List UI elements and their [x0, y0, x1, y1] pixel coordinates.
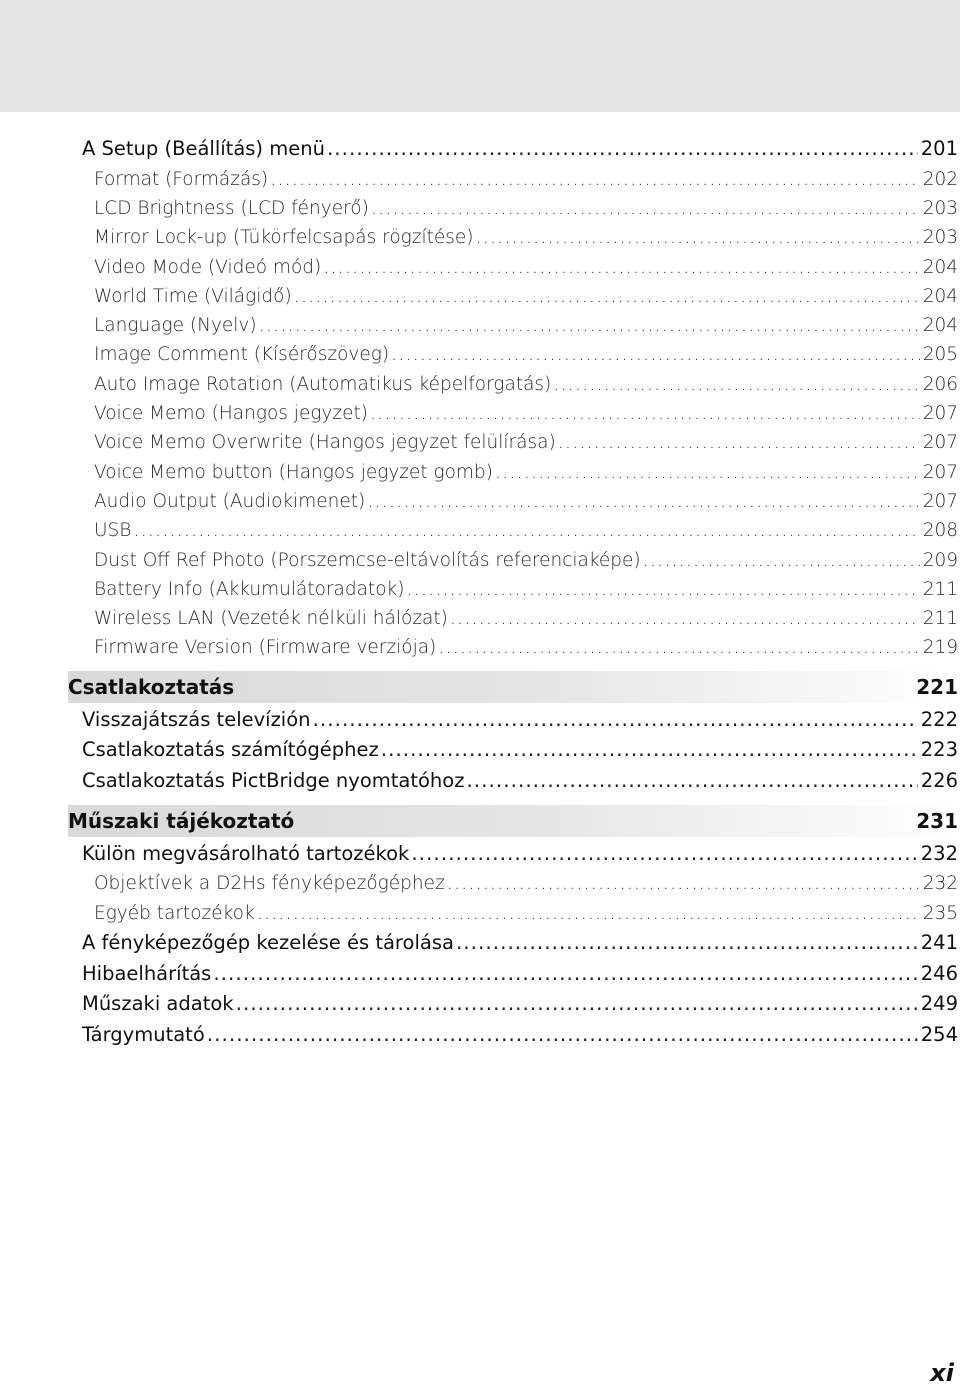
dot-leader	[447, 871, 920, 894]
dot-leader	[466, 768, 917, 792]
toc-entry-label: Audio Output (Audiokimenet)	[94, 490, 366, 512]
dot-leader	[381, 737, 918, 761]
toc-entry-label: Voice Memo button (Hangos jegyzet gomb)	[94, 461, 493, 483]
toc-entry[interactable]	[68, 991, 960, 1022]
dot-leader	[294, 284, 920, 307]
toc-entry-page: 211	[922, 608, 958, 630]
toc-entry-page: 246	[920, 961, 958, 985]
toc-entry-label: Visszajátszás televízión	[82, 707, 311, 731]
table-of-contents	[68, 136, 960, 1053]
dot-leader	[367, 489, 919, 512]
toc-entry-page: 203	[922, 227, 958, 249]
dot-leader	[495, 460, 920, 483]
toc-entry-page: 209	[922, 549, 958, 571]
toc-entry-page: 226	[920, 769, 958, 793]
toc-entry[interactable]	[68, 707, 960, 738]
toc-entry-page: 203	[922, 197, 958, 219]
toc-entry[interactable]	[68, 460, 960, 489]
toc-entry-page: 232	[922, 873, 958, 895]
toc-entry[interactable]	[68, 737, 960, 768]
dot-leader	[313, 707, 918, 731]
toc-entry[interactable]	[68, 768, 960, 799]
toc-entry-page: 206	[922, 373, 958, 395]
toc-entry[interactable]	[68, 284, 960, 313]
toc-entry[interactable]	[68, 401, 960, 430]
toc-entry-label: Battery Info (Akkumulátoradatok)	[94, 578, 405, 600]
toc-entry[interactable]	[68, 901, 960, 930]
toc-entry[interactable]	[68, 196, 960, 225]
toc-entry[interactable]	[68, 871, 960, 900]
dot-leader	[257, 901, 920, 924]
toc-entry-label: USB	[94, 520, 132, 542]
toc-entry-page: 201	[920, 137, 958, 160]
toc-entry[interactable]	[68, 225, 960, 254]
toc-entry[interactable]	[68, 635, 960, 664]
toc-entry-page: 208	[922, 520, 958, 542]
toc-entry-page: 249	[920, 992, 958, 1016]
toc-entry[interactable]	[68, 1022, 960, 1053]
toc-entry-label: Műszaki adatok	[82, 992, 234, 1016]
toc-entry-page: 207	[922, 403, 958, 425]
dot-leader	[213, 961, 917, 985]
toc-entry[interactable]	[68, 255, 960, 284]
dot-leader	[438, 635, 919, 658]
toc-entry-setup-menu[interactable]	[68, 136, 960, 167]
toc-entry[interactable]	[68, 577, 960, 606]
toc-entry-label: Egyéb tartozékok	[94, 902, 255, 924]
toc-entry-label: Voice Memo Overwrite (Hangos jegyzet felülírása)	[94, 432, 556, 454]
toc-entry[interactable]	[68, 518, 960, 547]
toc-entry-label: Csatlakoztatás számítógéphez	[82, 738, 379, 762]
toc-entry-page: 207	[922, 490, 958, 512]
toc-entry[interactable]	[68, 489, 960, 518]
toc-entry[interactable]	[68, 372, 960, 401]
section-title: Csatlakoztatás	[68, 674, 235, 699]
toc-entry-page: 205	[922, 344, 958, 366]
toc-entry-label: Image Comment (Kísérőszöveg)	[94, 344, 390, 366]
toc-entry[interactable]	[68, 841, 960, 872]
toc-entry[interactable]	[68, 430, 960, 459]
toc-entry-page: 223	[920, 738, 958, 762]
dot-leader	[411, 841, 917, 865]
toc-entry[interactable]	[68, 961, 960, 992]
toc-entry-page: 254	[920, 1023, 958, 1047]
toc-entry[interactable]	[68, 342, 960, 371]
toc-entry-page: 219	[922, 637, 958, 659]
dot-leader	[327, 136, 918, 160]
toc-entry-page: 207	[922, 461, 958, 483]
toc-entry-label: A fényképezőgép kezelése és tárolása	[82, 931, 454, 955]
toc-entry[interactable]	[68, 930, 960, 961]
toc-entry[interactable]	[68, 167, 960, 196]
page-number: xi	[930, 1359, 954, 1387]
toc-entry-label: Mirror Lock-up (Tükörfelcsapás rögzítése)	[94, 227, 474, 249]
dot-leader	[370, 401, 920, 424]
toc-entry[interactable]	[68, 548, 960, 577]
dot-leader	[323, 255, 919, 278]
toc-entry-page: 232	[920, 841, 958, 865]
dot-leader	[371, 196, 920, 219]
toc-entry-page: 204	[922, 256, 958, 278]
setup-items-list	[68, 167, 960, 665]
dot-leader	[391, 342, 920, 365]
dot-leader	[450, 606, 920, 629]
toc-entry-page: 235	[922, 902, 958, 924]
dot-leader	[406, 577, 919, 600]
toc-entry-label: Firmware Version (Firmware verziója)	[94, 637, 437, 659]
section-page: 231	[916, 808, 958, 833]
toc-entry[interactable]	[68, 313, 960, 342]
toc-entry-page: 222	[920, 707, 958, 731]
dot-leader	[236, 991, 918, 1015]
toc-entry-label: Format (Formázás)	[94, 168, 269, 190]
dot-leader	[133, 518, 919, 541]
section-page: 221	[916, 674, 958, 699]
section-header-tech-info[interactable]	[68, 805, 960, 837]
toc-entry-page: 241	[920, 931, 958, 955]
dot-leader	[558, 430, 920, 453]
toc-entry-label: Voice Memo (Hangos jegyzet)	[94, 403, 368, 425]
dot-leader	[259, 313, 920, 336]
dot-leader	[643, 548, 920, 571]
section-header-connect[interactable]	[68, 671, 960, 703]
toc-entry-page: 211	[922, 578, 958, 600]
toc-entry-label: Video Mode (Videó mód)	[94, 256, 322, 278]
toc-entry-label: Tárgymutató	[82, 1023, 205, 1047]
toc-entry-label: Hibaelhárítás	[82, 961, 212, 985]
toc-entry-page: 204	[922, 285, 958, 307]
dot-leader	[456, 930, 918, 954]
toc-entry-label: Wireless LAN (Vezeték nélküli hálózat)	[94, 608, 448, 630]
toc-entry-label: Auto Image Rotation (Automatikus képelforgatás)	[94, 373, 552, 395]
dot-leader	[553, 372, 919, 395]
dot-leader	[475, 225, 919, 248]
toc-entry-label: A Setup (Beállítás) menü	[82, 137, 325, 160]
toc-entry-label: Language (Nyelv)	[94, 315, 257, 337]
toc-entry-page: 207	[922, 432, 958, 454]
toc-entry-page: 204	[922, 315, 958, 337]
toc-entry-label: Objektívek a D2Hs fényképezőgéphez	[94, 873, 445, 895]
toc-entry-page: 202	[922, 168, 958, 190]
toc-entry-label: World Time (Világidő)	[94, 285, 292, 307]
dot-leader	[207, 1022, 918, 1046]
toc-entry-label: LCD Brightness (LCD fényerő)	[94, 197, 369, 219]
section-title: Műszaki tájékoztató	[68, 808, 295, 833]
toc-entry-label: Dust Off Ref Photo (Porszemcse-eltávolítás referenciaképe)	[94, 549, 641, 571]
toc-entry-label: Csatlakoztatás PictBridge nyomtatóhoz	[82, 769, 465, 793]
toc-entry-label: Külön megvásárolható tartozékok	[82, 841, 410, 865]
header-band	[0, 0, 960, 112]
dot-leader	[270, 167, 920, 190]
toc-entry[interactable]	[68, 606, 960, 635]
